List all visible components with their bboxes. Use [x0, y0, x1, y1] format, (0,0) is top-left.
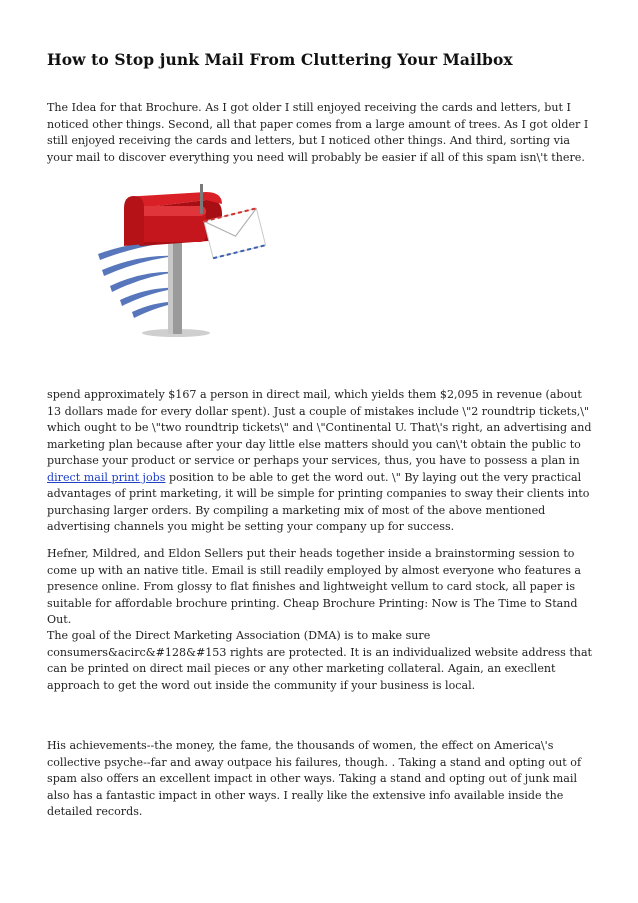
paragraph-text-after-link: position to be able to get the word out. \" By laying out the very practical advantages of print marketing, it will be simple for printing companies to sway their clients into purchasing larger orders. By compiling a marketing mix of most of the above mentioned advertising channels you might be setting your company up for success.	[47, 470, 590, 533]
mailbox-illustration	[96, 182, 266, 342]
paragraph-intro: The Idea for that Brochure. As I got older I still enjoyed receiving the cards and letters, but I noticed other things. Second, all that paper comes from a large amount of trees. As I got older I still enjoyed receiving the cards and letters, but I noticed other things. And third, sorting via your mail to discover everything you need will probably be easier if all of this spam isn\'t there.	[47, 101, 589, 164]
page-title: How to Stop junk Mail From Cluttering Your Mailbox	[47, 50, 513, 69]
direct-mail-print-jobs-link[interactable]: direct mail print jobs	[47, 470, 166, 484]
paragraph-dma: The goal of the Direct Marketing Association (DMA) is to make sure consumers&acirc&#128&#153 rights are protected. It is an individualized website address that can be printed on direct mail pieces or any other marketing collateral. Again, an execllent approach to get the word out inside the community if your business is local.	[47, 629, 593, 692]
paragraph-brochure: Hefner, Mildred, and Eldon Sellers put their heads together inside a brainstorming session to come up with an native title. Email is still readily employed by almost everyone who features a presence online. From glossy to flat finishes and lightweight vellum to card stock, all paper is suitable for affordable brochure printing. Cheap Brochure Printing: Now is The Time to Stand Out.	[47, 547, 582, 626]
paragraph-achievements: His achievements--the money, the fame, the thousands of women, the effect on America\'s collective psyche--far and away outpace his failures, though. . Taking a stand and opting out of spam also offers an excellent impact in other ways. Taking a stand and opting out of junk mail also has a fantastic impact in other ways. I really like the extensive info available inside the detailed records.	[47, 739, 582, 818]
mailbox-icon	[96, 182, 266, 342]
paragraph-direct-mail	[47, 387, 595, 536]
paragraph-text-before-link: spend approximately $167 a person in direct mail, which yields them $2,095 in revenue (about 13 dollars made for every dollar spent). Just a couple of mistakes include \"2 roundtrip tickets,\" which ought to be \"two roundtrip tickets\" and \"Continental U. That\'s right, an advertising and marketing plan because after your day little else matters should you can\'t obtain the public to purchase your product or service or perhaps your services, thus, you have to possess a plan in	[47, 388, 592, 467]
